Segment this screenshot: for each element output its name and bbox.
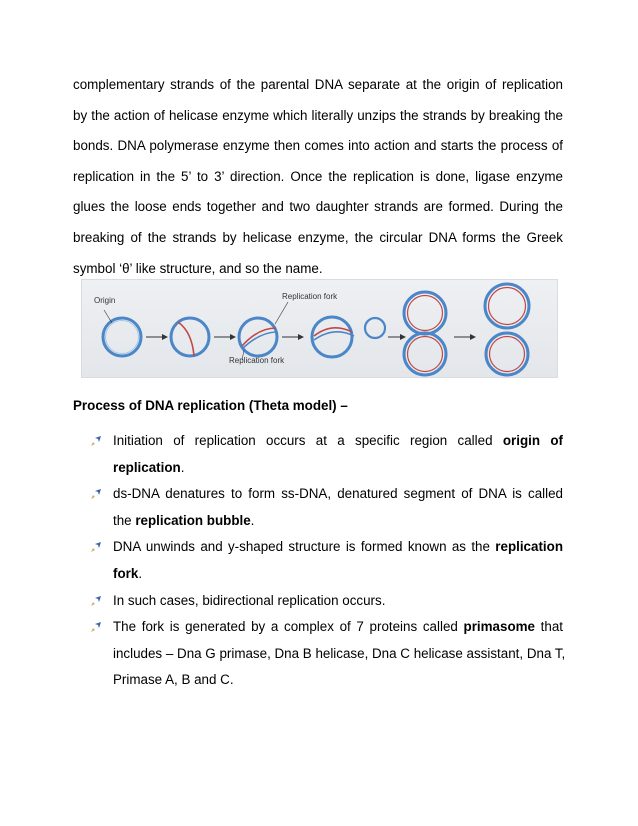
bullet-line	[113, 561, 563, 588]
paragraph-line: replication in the 5’ to 3’ direction. Once the replication is done, ligase enzyme	[73, 168, 563, 184]
arrow-bullet-icon	[90, 488, 102, 500]
paragraph-line: symbol ‘θ’ like structure, and so the name.	[73, 260, 323, 276]
label-replication-fork-top: Replication fork	[282, 292, 338, 301]
arrow-bullet-icon	[90, 541, 102, 553]
bold-term: replication	[113, 459, 181, 475]
list-item	[90, 481, 563, 534]
bullet-line	[113, 588, 563, 615]
theta-replication-diagram	[81, 279, 558, 378]
arrow-icon	[298, 334, 304, 340]
dna-ring-stage-5-top	[404, 292, 446, 334]
list-item	[90, 614, 566, 694]
dna-ring-stage-1	[103, 318, 141, 356]
text-run: .	[250, 512, 255, 528]
bullet-line	[113, 534, 563, 561]
text-run: includes – Dna G primase, Dna B helicase, Dna C helicase assistant, Dna T,	[113, 645, 566, 661]
arrow-icon	[470, 334, 476, 340]
paragraph-line: glues the loose ends together and two daughter strands are formed. During the	[73, 199, 563, 215]
arrow-icon	[230, 334, 236, 340]
arrow-bullet-icon	[90, 621, 102, 633]
text-run: .	[180, 459, 185, 475]
bullet-line	[113, 455, 563, 482]
bold-term: replication bubble	[135, 512, 251, 528]
arrow-bullet-icon	[90, 595, 102, 607]
daughter-ring-top	[485, 284, 529, 328]
section-heading: Process of DNA replication (Theta model) –	[73, 398, 348, 413]
paragraph-line: complementary strands of the parental DNA separate at the origin of replication	[73, 77, 563, 92]
bold-term: replication	[495, 539, 563, 555]
paragraph-line: breaking of the strands by helicase enzyme, the circular DNA forms the Greek	[73, 229, 563, 245]
bold-term: primasome	[463, 619, 535, 635]
arrow-bullet-icon	[90, 435, 102, 447]
text-run: DNA unwinds and y-shaped structure is formed known as the	[113, 539, 496, 555]
body-paragraph	[73, 70, 563, 284]
text-run: the	[113, 512, 136, 528]
list-item	[90, 534, 563, 587]
daughter-ring-bottom	[486, 333, 528, 375]
bullet-line	[113, 481, 563, 508]
text-run: Primase A, B and C.	[113, 672, 234, 688]
text-run: .	[138, 565, 143, 581]
text-run: Initiation of replication occurs at a specific region called	[113, 433, 503, 448]
bold-term: origin of	[502, 433, 563, 448]
bullet-line	[113, 428, 563, 455]
dna-ring-stage-5-bottom	[404, 333, 446, 375]
list-item	[90, 588, 563, 615]
list-item	[90, 428, 563, 481]
bold-term: fork	[113, 565, 139, 581]
bullet-line	[113, 614, 563, 641]
bullet-list	[90, 428, 566, 694]
text-run: The fork is generated by a complex of 7 proteins called	[113, 619, 464, 635]
text-run: ds-DNA denatures to form ss-DNA, denatured segment of DNA is called	[113, 486, 563, 502]
text-run: that	[534, 619, 563, 635]
origin-pointer	[104, 310, 112, 323]
paragraph-line: by the action of helicase enzyme which literally unzips the strands by breaking the	[73, 107, 563, 123]
bullet-line	[113, 641, 566, 668]
bullet-line	[113, 508, 563, 535]
label-origin: Origin	[94, 296, 116, 305]
bullet-line	[113, 667, 563, 694]
text-run: In such cases, bidirectional replication occurs.	[113, 592, 386, 608]
label-replication-fork-bottom: Replication fork	[229, 356, 285, 365]
paragraph-line: bonds. DNA polymerase enzyme then comes into action and starts the process of	[73, 138, 563, 154]
arrow-icon	[162, 334, 168, 340]
arrow-icon	[400, 334, 406, 340]
